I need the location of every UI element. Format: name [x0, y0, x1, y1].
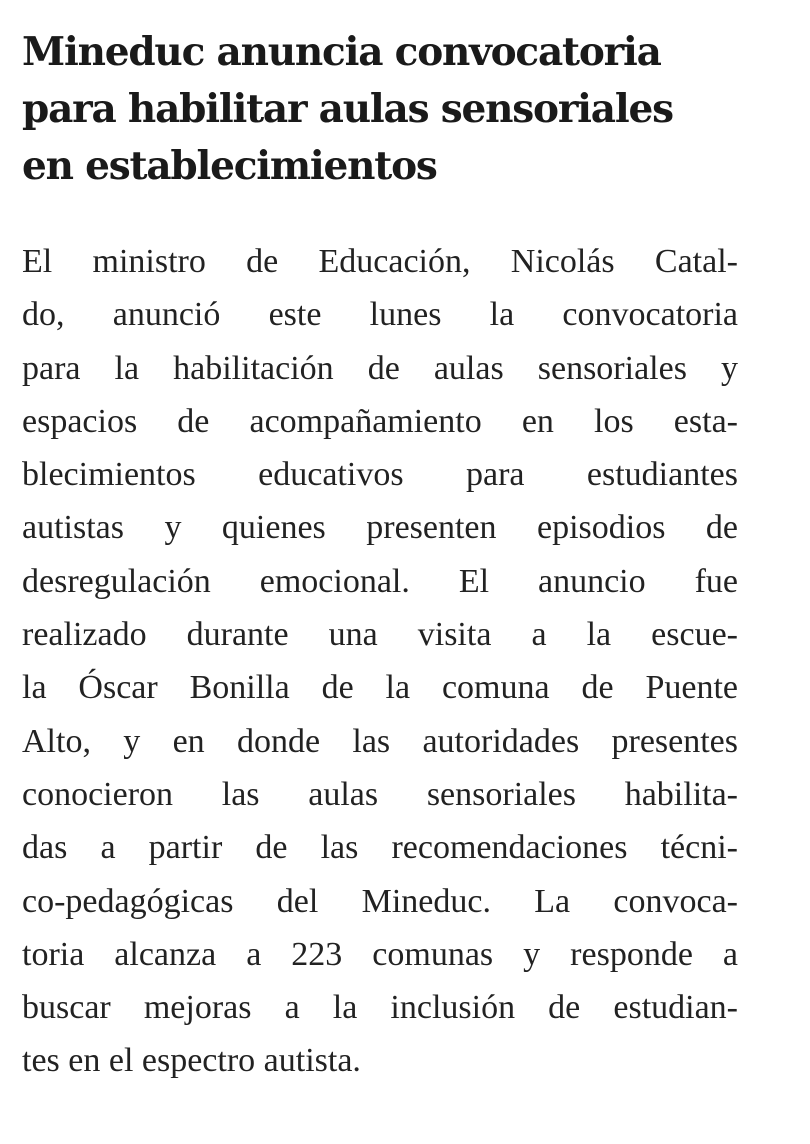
headline-line: Mineduc anuncia convocatoria [22, 29, 661, 75]
article-body [22, 235, 792, 1088]
news-article [22, 24, 792, 1088]
body-line: tes en el espectro autista. [22, 1042, 361, 1080]
body-line: co-pedagógicas del Mineduc. La convoca- [22, 882, 738, 920]
body-line: autistas y quienes presenten episodios de [22, 509, 738, 547]
body-line: El ministro de Educación, Nicolás Catal- [22, 243, 738, 280]
body-line: realizado durante una visita a la escue- [22, 616, 738, 654]
body-line: do, anunció este lunes la convocatoria [22, 296, 738, 334]
headline-line: para habilitar aulas sensoriales [22, 86, 673, 132]
body-line: para la habilitación de aulas sensoriales y [22, 349, 738, 387]
body-line: toria alcanza a 223 comunas y responde a [22, 935, 738, 973]
body-line: blecimientos educativos para estudiantes [22, 456, 738, 494]
headline-line: en establecimientos [22, 143, 437, 189]
article-headline [22, 24, 792, 195]
body-line: desregulación emocional. El anuncio fue [22, 562, 738, 600]
body-line: das a partir de las recomendaciones técni- [22, 829, 738, 867]
body-line: conocieron las aulas sensoriales habilita- [22, 775, 738, 813]
body-line: buscar mejoras a la inclusión de estudian- [22, 989, 738, 1027]
body-line: Alto, y en donde las autoridades presentes [22, 722, 738, 760]
body-line: espacios de acompañamiento en los esta- [22, 402, 738, 440]
body-line: la Óscar Bonilla de la comuna de Puente [22, 669, 738, 707]
